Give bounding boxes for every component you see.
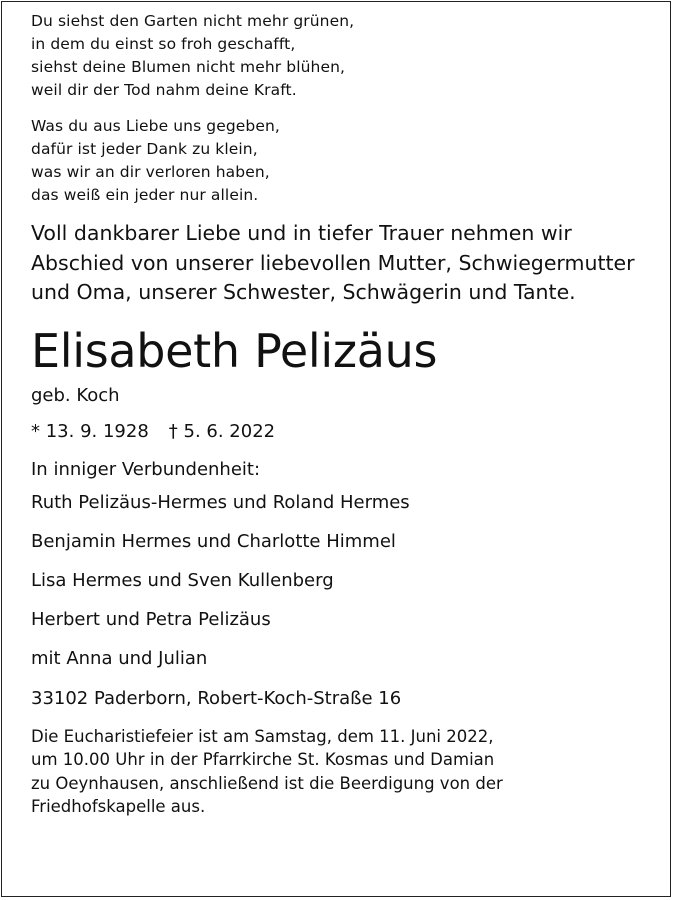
deceased-name: Elisabeth Pelizäus (31, 323, 438, 378)
mourners-list (31, 456, 654, 672)
poem-stanza-1: Du siehst den Garten nicht mehr grünen, in dem du einst so froh geschafft, siehst deine Blumen nicht mehr blühen, weil dir der Tod nahm deine Kraft. (31, 12, 355, 99)
funeral-service-info: Die Eucharistiefeier ist am Samstag, dem 11. Juni 2022, um 10.00 Uhr in der Pfarrkirche St. Kosmas und Damian zu Oeynhausen, anschließend ist die Beerdigung von der Friedhofskapelle aus. (31, 726, 503, 816)
maiden-name: geb. Koch (31, 384, 120, 406)
death-date: † 5. 6. 2022 (168, 420, 276, 442)
mourners-heading: In inniger Verbundenheit: (31, 458, 261, 480)
mourner-line: mit Anna und Julian (31, 647, 208, 669)
mourner-line: Lisa Hermes und Sven Kullenberg (31, 569, 334, 591)
poem-stanza-2: Was du aus Liebe uns gegeben, dafür ist jeder Dank zu klein, was wir an dir verloren haben, das weiß ein jeder nur allein. (31, 117, 280, 204)
mourner-line: Herbert und Petra Pelizäus (31, 608, 271, 630)
family-address: 33102 Paderborn, Robert-Koch-Straße 16 (31, 687, 402, 709)
obituary-notice (31, 10, 654, 819)
mourner-line: Ruth Pelizäus-Hermes und Roland Hermes (31, 491, 410, 513)
birth-date: * 13. 9. 1928 (31, 420, 149, 442)
life-dates (31, 420, 654, 444)
intro-text: Voll dankbarer Liebe und in tiefer Trauer nehmen wir Abschied von unserer liebevollen Mutter, Schwiegermutter und Oma, unserer Schwester, Schwägerin und Tante. (31, 221, 635, 304)
mourner-line: Benjamin Hermes und Charlotte Himmel (31, 530, 396, 552)
